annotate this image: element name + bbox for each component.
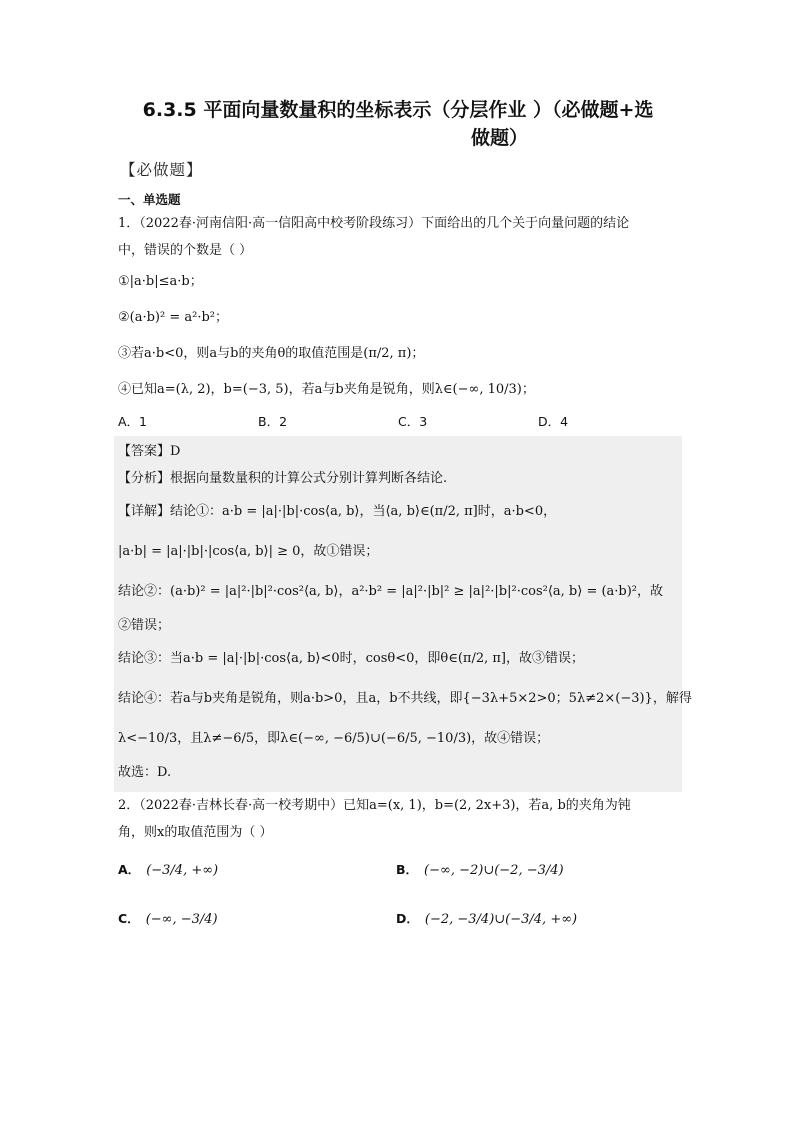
q1-item-1: ①|a·b|≤a·b； <box>118 274 203 289</box>
q2-option-d-label: D． <box>396 911 419 926</box>
q2-option-a-label: A． <box>118 862 141 877</box>
q2-option-c-label: C． <box>118 911 140 926</box>
q2-stem-line-1: 2．（2022春·吉林长春·高一校考期中）已知a=(x, 1)，b=(2, 2x+3)，若a, b的夹角为钝 <box>118 798 631 813</box>
detail-line-5: 结论③：当a·b = |a|·|b|·cos⟨a, b⟩<0时，cosθ<0，即θ∈(π/2, π]，故③错误； <box>118 651 585 666</box>
analysis-line: 【分析】根据向量数量积的计算公式分别计算判断各结论. <box>118 471 448 486</box>
q1-options <box>118 412 678 430</box>
detail-line-4: ②错误； <box>118 618 171 633</box>
q1-option-d: D．4 <box>538 414 569 429</box>
answer-line: 【答案】D <box>118 444 181 459</box>
detail-line-6: 结论④：若a与b夹角是锐角，则a·b>0，且a，b不共线，即{−3λ+5×2>0；5λ≠2×(−3)}，解得 <box>118 691 692 706</box>
q2-option-c <box>118 895 396 944</box>
q1-item-4: ④已知a=(λ, 2)，b=(−3, 5)，若a与b夹角是锐角，则λ∈(−∞, 10/3)； <box>118 382 535 397</box>
detail-line-3: 结论②：(a·b)² = |a|²·|b|²·cos²⟨a, b⟩，a²·b² = |a|²·|b|² ≥ |a|²·|b|²·cos²⟨a, b⟩ = (a·b)²，故 <box>118 584 664 599</box>
conclusion-line: 故选：D. <box>118 765 172 780</box>
q2-option-b-value: (−∞, −2)∪(−2, −3/4) <box>424 863 564 878</box>
q2-option-d-value: (−2, −3/4)∪(−3/4, +∞) <box>424 912 578 927</box>
q1-item-3: ③若a·b<0，则a与b的夹角θ的取值范围是(π/2, π)； <box>118 346 425 361</box>
title-line-1: 6.3.5 平面向量数量积的坐标表示（分层作业 ）（必做题+选 <box>142 99 654 121</box>
q1-stem-line-1: 1．（2022春·河南信阳·高一信阳高中校考阶段练习）下面给出的几个关于向量问题的结论 <box>118 216 630 231</box>
document-page <box>118 96 692 944</box>
q2-option-a <box>118 846 396 895</box>
q2-option-a-value: (−3/4, +∞) <box>146 863 219 878</box>
q2-option-b <box>396 846 674 895</box>
q1-stem-line-2: 中，错误的个数是（ ） <box>118 243 253 258</box>
q1-option-c: C．3 <box>398 414 428 429</box>
question-type-heading: 一、单选题 <box>118 192 181 207</box>
q2-option-b-label: B． <box>396 862 419 877</box>
detail-line-1: 【详解】结论①：a·b = |a|·|b|·cos⟨a, b⟩，当⟨a, b⟩∈(π/2, π]时，a·b<0， <box>118 504 557 519</box>
q2-options-row-2 <box>118 895 678 944</box>
detail-line-2: |a·b| = |a|·|b|·|cos⟨a, b⟩| ≥ 0，故①错误； <box>118 544 379 559</box>
q1-option-b: B．2 <box>258 414 288 429</box>
q2-option-c-value: (−∞, −3/4) <box>145 912 218 927</box>
document-title <box>118 96 678 152</box>
section-label: 【必做题】 <box>120 161 203 179</box>
solution-box <box>114 436 692 792</box>
q2-options-row-1 <box>118 846 678 895</box>
title-line-2: 做题） <box>470 127 528 149</box>
q2-option-d <box>396 895 674 944</box>
q2-stem-line-2: 角，则x的取值范围为（ ） <box>118 825 273 840</box>
detail-line-7: λ<−10/3，且λ≠−6/5，即λ∈(−∞, −6/5)∪(−6/5, −10/3)，故④错误； <box>118 731 550 746</box>
q1-item-2: ②(a·b)² = a²·b²； <box>118 310 228 325</box>
q1-option-a: A．1 <box>118 414 148 429</box>
